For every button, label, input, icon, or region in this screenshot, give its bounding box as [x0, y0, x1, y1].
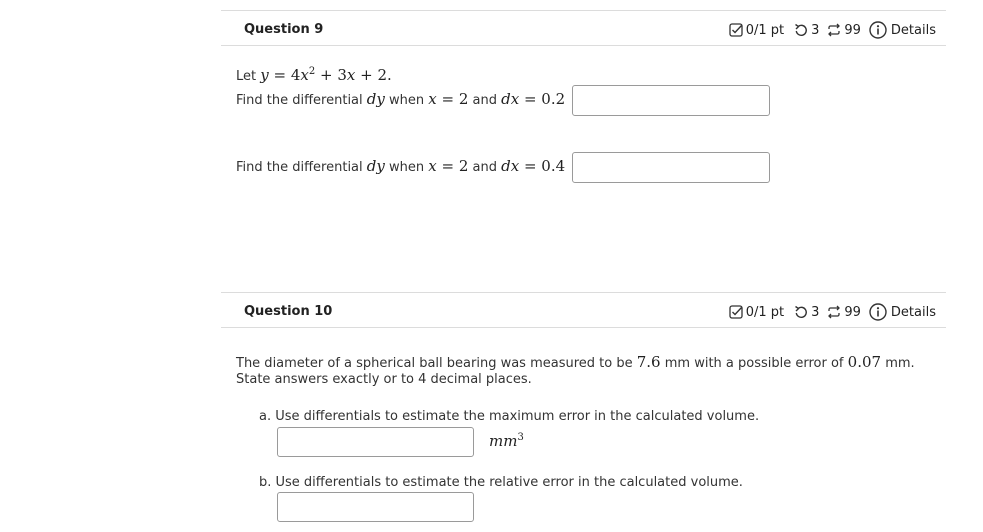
question-9-title: Question 9	[244, 22, 324, 37]
undo-icon	[794, 305, 808, 319]
info-icon	[869, 303, 887, 321]
question-9-part-2-prompt: Find the differential dy when x = 2 and dx = 0.4	[236, 157, 566, 175]
question-10-details-button[interactable]: Details	[869, 303, 936, 321]
repeat-icon	[827, 23, 841, 37]
question-10-part-a-input[interactable]	[277, 427, 474, 457]
question-9-answer-1-input[interactable]	[572, 85, 770, 116]
question-10-part-b-input[interactable]	[277, 492, 474, 522]
question-10-intro: The diameter of a spherical ball bearing was measured to be 7.6 mm with a possible error of 0.07 mm.	[236, 353, 915, 371]
function-equation: $y = 4x^2 + 3x + 2$.	[260, 66, 392, 84]
undo-icon	[794, 23, 808, 37]
retries-indicator: 3	[794, 305, 819, 320]
attempts-indicator: 99	[827, 23, 861, 38]
question-9-meta	[723, 20, 936, 40]
question-9-function-line: Let $y = 4x^2 + 3x + 2$.	[236, 66, 392, 84]
checkbox-icon	[729, 305, 743, 319]
question-10-part-b-prompt: b. Use differentials to estimate the relative error in the calculated volume.	[259, 475, 743, 490]
info-icon	[869, 21, 887, 39]
question-9-answer-2-input[interactable]	[572, 152, 770, 183]
question-10-header	[221, 292, 946, 328]
question-10-instructions: State answers exactly or to 4 decimal places.	[236, 372, 532, 387]
question-10-part-a-prompt: a. Use differentials to estimate the maximum error in the calculated volume.	[259, 409, 760, 424]
volume-unit-label: $mm^3$	[489, 432, 524, 450]
question-10-meta	[723, 302, 936, 322]
question-9-header	[221, 10, 946, 46]
checkbox-icon	[729, 23, 743, 37]
score-indicator: 0/1 pt	[729, 23, 784, 38]
retries-indicator: 3	[794, 23, 819, 38]
repeat-icon	[827, 305, 841, 319]
score-indicator: 0/1 pt	[729, 305, 784, 320]
question-9-details-button[interactable]: Details	[869, 21, 936, 39]
question-9-part-1-prompt: Find the differential dy when x = 2 and dx = 0.2	[236, 90, 566, 108]
attempts-indicator: 99	[827, 305, 861, 320]
question-10-title: Question 10	[244, 304, 333, 319]
